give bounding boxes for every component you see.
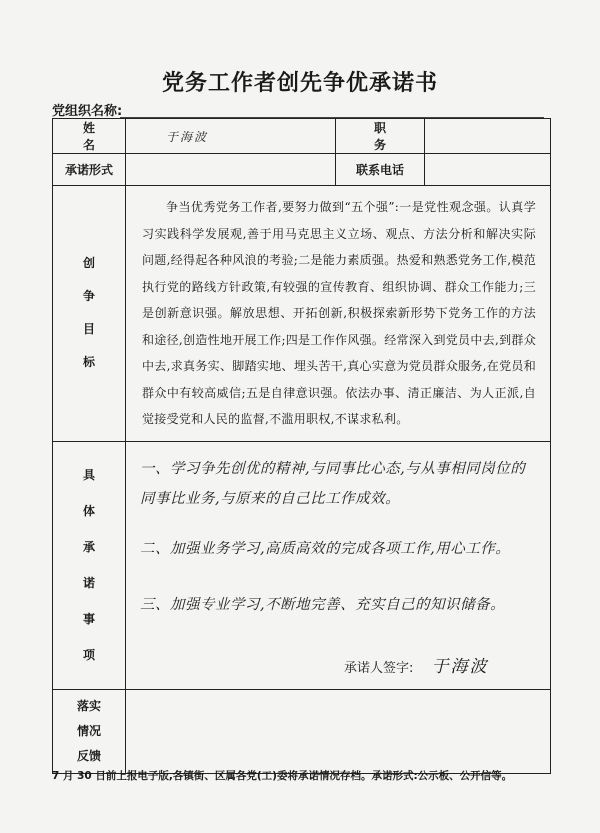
name-value: 于海波 <box>126 119 336 154</box>
feedback-label <box>53 689 126 773</box>
feedback-value <box>126 689 551 773</box>
goal-label-char: 目 <box>82 322 95 337</box>
feedback-label-word: 落实 <box>76 698 101 713</box>
commit-label-char: 承 <box>82 540 95 554</box>
name-label: 姓 名 <box>53 119 126 154</box>
commitment-item: 一、学习争先创优的精神,与同事比心态,与从事相同岗位的同事比业务,与原来的自己比工作成效。 <box>140 460 526 507</box>
position-value <box>425 119 551 154</box>
commit-label-char: 项 <box>82 648 95 662</box>
signer-label: 承诺人签字: <box>344 660 414 676</box>
commit-label-char: 诺 <box>82 576 95 590</box>
commit-label-char: 事 <box>82 612 95 626</box>
feedback-label-word: 反馈 <box>76 748 101 763</box>
commitment-row <box>53 441 551 689</box>
name-row <box>53 119 551 154</box>
goal-row <box>53 186 551 442</box>
form-row <box>53 154 551 186</box>
goal-label-char: 标 <box>82 355 95 370</box>
feedback-label-word: 情况 <box>76 723 101 738</box>
goal-label-char: 争 <box>82 289 95 304</box>
goal-text: 争当优秀党务工作者,要努力做到“五个强”:一是党性观念强。认真学习实践科学发展观,善于用马克思主义立场、观点、方法分析和解决实际问题,经得起各种风浪的考验;二是能力素质强。热爱和熟悉党务工作,模范执行党的路线方针政策,有较强的宣传教育、组织协调、群众工作能力;三是创新意识强。解放思想、开拓创新,积极探索新形势下党务工作的方法和途径,创造性地开展工作;四是工作作风强。经常深入到党员中去,到群众中去,求真务实、脚踏实地、埋头苦干,真心实意为党员群众服务,在党员和群众中有较高威信;五是自律意识强。依法办事、清正廉洁、为人正派,自觉接受党和人民的监督,不滥用职权,不谋求私利。 <box>126 186 551 442</box>
document-title: 党务工作者创先争优承诺书 <box>161 71 438 96</box>
commitment-item: 三、加强专业学习,不断地完善、充实自己的知识储备。 <box>140 596 506 613</box>
commitment-item: 二、加强业务学习,高质高效的完成各项工作,用心工作。 <box>140 540 511 557</box>
signer-signature: 于海波 <box>431 656 489 677</box>
commitment-cell <box>126 441 551 689</box>
contact-value <box>425 154 551 186</box>
position-label: 职 务 <box>336 119 425 154</box>
commit-label-char: 体 <box>82 504 95 518</box>
goal-label-char: 创 <box>82 256 95 271</box>
org-name-label: 党组织名称: <box>52 104 123 119</box>
footnote: 7 月 30 日前上报电子版,各镇街、区属各党(工)委将承诺情况存档。承诺形式:公示板、公开信等。 <box>52 770 513 782</box>
commit-label-char: 具 <box>82 468 95 482</box>
contact-label: 联系电话 <box>336 154 425 186</box>
feedback-row <box>53 689 551 773</box>
commit-form-value <box>126 154 336 186</box>
goal-label <box>53 186 126 442</box>
commitment-form-table <box>52 118 551 774</box>
signature-row <box>344 652 600 677</box>
commit-label <box>53 441 126 689</box>
commit-form-label: 承诺形式 <box>53 154 126 186</box>
